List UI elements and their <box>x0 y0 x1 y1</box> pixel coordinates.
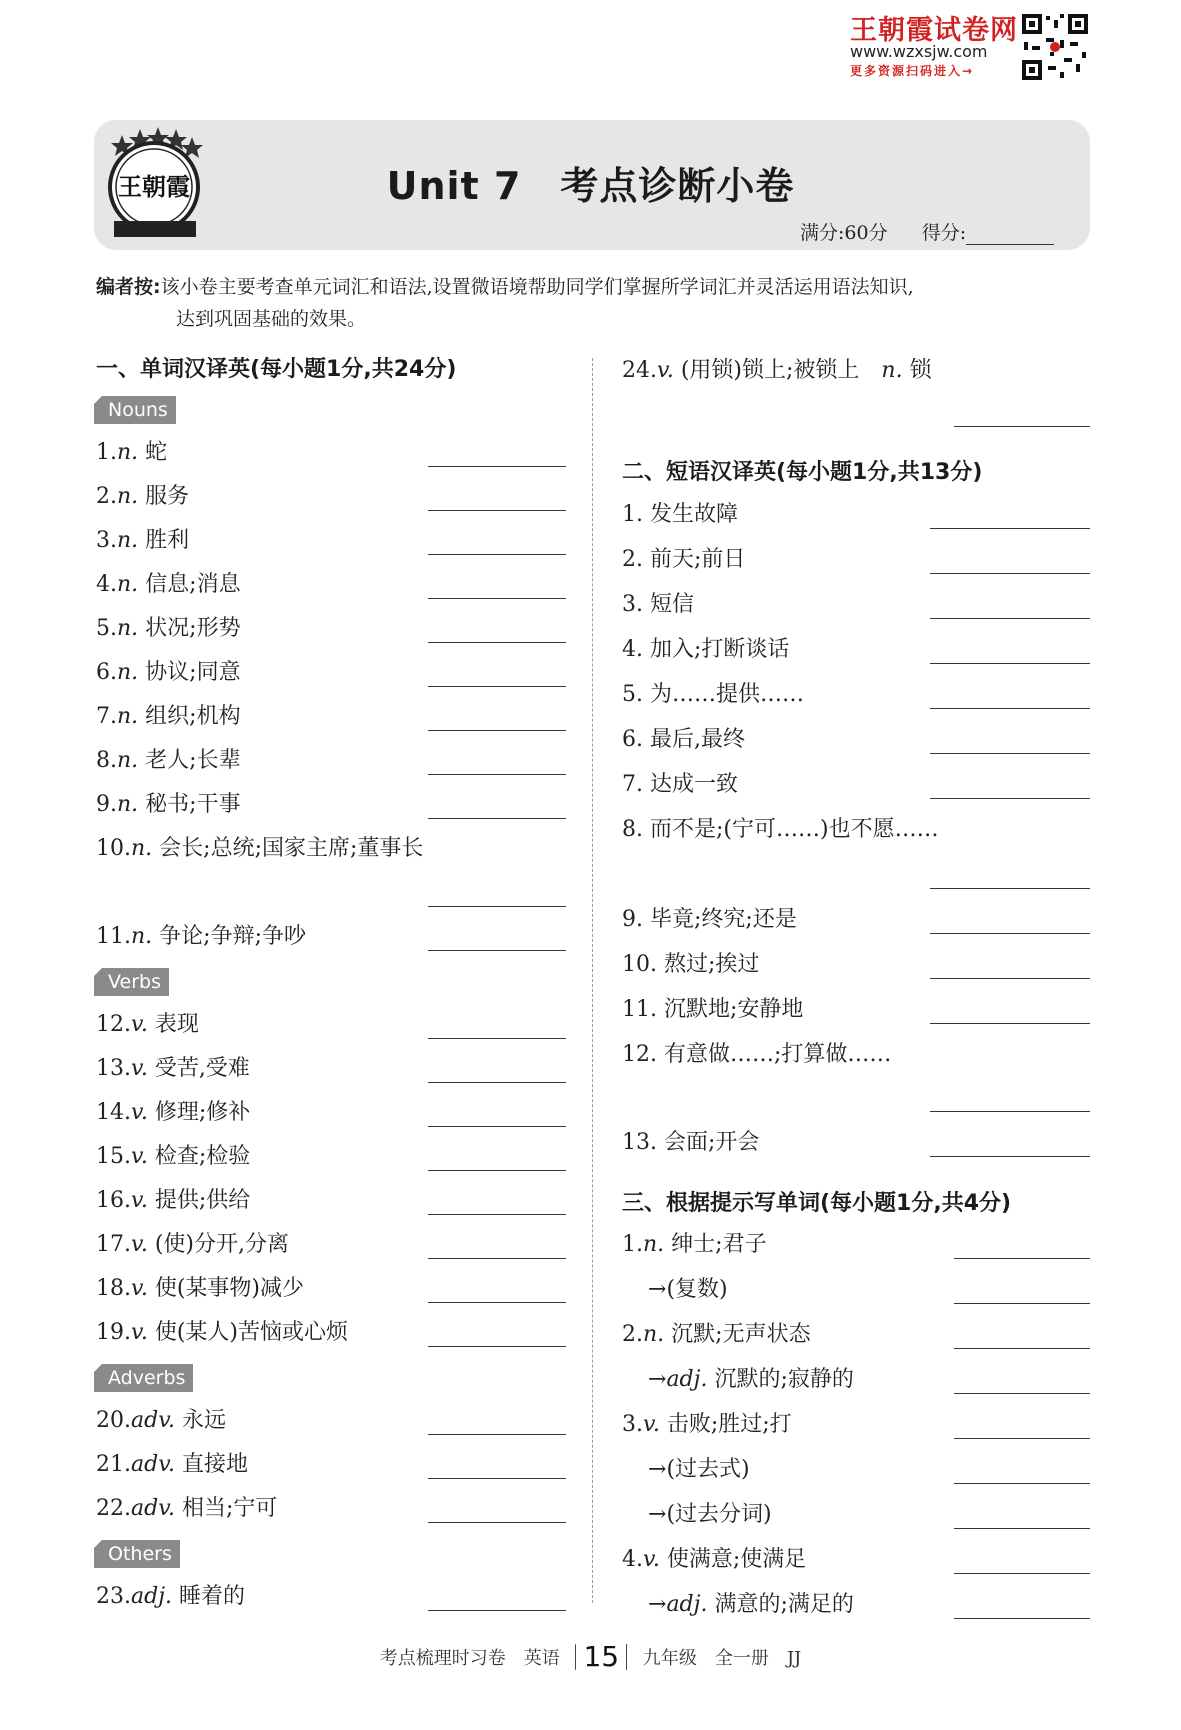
answer-line[interactable] <box>428 1126 566 1127</box>
answer-line[interactable] <box>930 528 1090 529</box>
part-of-speech: n. <box>117 660 139 685</box>
item-text: 蛇 <box>145 440 168 465</box>
answer-line[interactable] <box>428 1170 566 1171</box>
item-text: (过去式) <box>666 1457 750 1482</box>
item-text: 13. <box>96 1056 131 1081</box>
item-text: 为……提供…… <box>650 682 805 707</box>
list-item <box>622 995 803 1025</box>
list-item <box>648 1455 750 1485</box>
section3-title: 三、根据提示写单词(每小题1分,共4分) <box>622 1191 1012 1216</box>
answer-line[interactable] <box>954 1303 1090 1304</box>
column-divider <box>592 358 593 1603</box>
item-text: 而不是;(宁可……)也不愿…… <box>650 817 939 842</box>
answer-line[interactable] <box>428 1082 566 1083</box>
item-text: 4. <box>622 637 643 662</box>
item-text: 3. <box>622 1412 643 1437</box>
part-of-speech: n. <box>131 924 153 949</box>
list-item <box>648 1275 728 1305</box>
item-text: 12. <box>622 1042 657 1067</box>
list-item <box>96 438 167 468</box>
answer-line[interactable] <box>428 906 566 907</box>
part-of-speech: v. <box>131 1144 148 1169</box>
qr-code-icon[interactable] <box>1020 12 1090 82</box>
item-text: 14. <box>96 1100 131 1125</box>
answer-line[interactable] <box>428 554 566 555</box>
answer-line[interactable] <box>428 730 566 731</box>
list-item <box>622 725 745 755</box>
part-of-speech: adv. <box>131 1408 176 1433</box>
answer-line[interactable] <box>428 950 566 951</box>
item-text: 使(某人)苦恼或心烦 <box>154 1320 348 1345</box>
full-score: 满分:60分 <box>800 222 888 244</box>
list-item <box>622 590 694 620</box>
answer-line[interactable] <box>428 1478 566 1479</box>
part-of-speech: v. <box>643 1547 660 1572</box>
list-item <box>96 1450 248 1480</box>
score-blank[interactable] <box>966 226 1054 245</box>
part-of-speech: adj. <box>131 1584 173 1609</box>
answer-line[interactable] <box>428 1346 566 1347</box>
score-label: 得分: <box>921 222 967 244</box>
answer-line[interactable] <box>930 1156 1090 1157</box>
answer-line[interactable] <box>428 510 566 511</box>
list-item <box>622 1128 759 1158</box>
part-of-speech: v. <box>131 1276 148 1301</box>
part-of-speech: n. <box>117 572 139 597</box>
answer-line[interactable] <box>428 1610 566 1611</box>
part-of-speech: v. <box>131 1056 148 1081</box>
item-text: 状况;形势 <box>145 616 241 641</box>
brand-name: 王朝霞试卷网 <box>850 15 1018 46</box>
item-text: 24. <box>622 358 657 383</box>
part-of-speech: v. <box>131 1012 148 1037</box>
item-text: 达成一致 <box>650 772 739 797</box>
item-text: 7. <box>96 704 117 729</box>
answer-line[interactable] <box>930 573 1090 574</box>
page-number: 15 <box>575 1640 627 1673</box>
item-text: 20. <box>96 1408 131 1433</box>
list-item <box>96 1010 199 1040</box>
list-item <box>622 356 932 386</box>
part-of-speech: v. <box>131 1100 148 1125</box>
page-title: Unit 7 考点诊断小卷 <box>386 164 795 208</box>
item-text: 老人;长辈 <box>145 748 241 773</box>
list-item <box>96 1406 226 1436</box>
answer-line[interactable] <box>954 1573 1090 1574</box>
page-footer <box>0 1638 1181 1671</box>
item-text: 15. <box>96 1144 131 1169</box>
item-text: 睡着的 <box>179 1584 246 1609</box>
list-item <box>96 746 241 776</box>
answer-line[interactable] <box>954 1258 1090 1259</box>
tag-verbs: Verbs <box>94 968 169 996</box>
item-text: → <box>648 1502 667 1527</box>
tag-adverbs: Adverbs <box>94 1364 193 1392</box>
item-text: 组织;机构 <box>145 704 241 729</box>
item-text: 3. <box>96 528 117 553</box>
answer-line[interactable] <box>930 1111 1090 1112</box>
item-text: 检查;检验 <box>154 1144 251 1169</box>
list-item <box>96 1582 245 1612</box>
item-text: 18. <box>96 1276 131 1301</box>
answer-line[interactable] <box>954 1348 1090 1349</box>
answer-line[interactable] <box>428 1434 566 1435</box>
item-text: 满意的;满足的 <box>714 1592 854 1617</box>
item-text: 协议;同意 <box>145 660 241 685</box>
part-of-speech: n. <box>643 1232 665 1257</box>
answer-line[interactable] <box>930 933 1090 934</box>
part-of-speech: adj. <box>666 1367 708 1392</box>
item-text: 争论;争辩;争吵 <box>159 924 306 949</box>
list-item <box>622 680 804 710</box>
part-of-speech: n. <box>117 704 139 729</box>
part-of-speech: n. <box>117 440 139 465</box>
part-of-speech: adj. <box>666 1592 708 1617</box>
item-text: (复数) <box>666 1277 728 1302</box>
item-text: 击败;胜过;打 <box>666 1412 792 1437</box>
list-item <box>96 1054 250 1084</box>
item-text: 1. <box>96 440 117 465</box>
answer-line[interactable] <box>930 708 1090 709</box>
answer-line[interactable] <box>428 1258 566 1259</box>
item-text: 直接地 <box>182 1452 249 1477</box>
list-item <box>622 1410 792 1440</box>
list-item <box>648 1590 854 1620</box>
answer-line[interactable] <box>930 618 1090 619</box>
answer-line[interactable] <box>428 642 566 643</box>
answer-line[interactable] <box>930 753 1090 754</box>
list-item <box>96 922 306 952</box>
item-text: 1. <box>622 1232 643 1257</box>
answer-line[interactable] <box>930 798 1090 799</box>
item-text: → <box>648 1457 667 1482</box>
list-item <box>622 905 797 935</box>
item-text: 4. <box>622 1547 643 1572</box>
list-item <box>622 950 759 980</box>
part-of-speech: v. <box>657 358 674 383</box>
tag-nouns: Nouns <box>94 396 176 424</box>
answer-line[interactable] <box>954 426 1090 427</box>
item-text: 17. <box>96 1232 131 1257</box>
section1-title: 一、单词汉译英(每小题1分,共24分) <box>96 357 457 382</box>
item-text: 锁 <box>909 358 932 383</box>
item-text: 13. <box>622 1130 657 1155</box>
item-text: 相当;宁可 <box>182 1496 278 1521</box>
item-text: 6. <box>96 660 117 685</box>
item-text: 秘书;干事 <box>145 792 241 817</box>
item-text: 9. <box>96 792 117 817</box>
item-text: 使满意;使满足 <box>666 1547 807 1572</box>
editor-note-text: 该小卷主要考查单元词汇和语法,设置微语境帮助同学们掌握所学词汇并灵活运用语法知识, <box>160 276 914 298</box>
answer-line[interactable] <box>954 1528 1090 1529</box>
item-text: 10. <box>622 952 657 977</box>
list-item <box>622 1545 806 1575</box>
item-text: (使)分开,分离 <box>154 1232 289 1257</box>
list-item <box>622 770 738 800</box>
answer-line[interactable] <box>428 466 566 467</box>
item-text: 受苦,受难 <box>154 1056 250 1081</box>
item-text: 11. <box>622 997 657 1022</box>
item-text: 服务 <box>145 484 190 509</box>
part-of-speech: n. <box>117 748 139 773</box>
list-item <box>96 1318 348 1348</box>
list-item <box>96 1186 250 1216</box>
item-text: 前天;前日 <box>650 547 746 572</box>
item-text: (过去分词) <box>666 1502 772 1527</box>
list-item <box>622 1040 891 1070</box>
editor-note <box>96 271 1086 304</box>
part-of-speech: n. <box>117 528 139 553</box>
answer-line[interactable] <box>954 1483 1090 1484</box>
answer-line[interactable] <box>930 888 1090 889</box>
list-item <box>96 790 241 820</box>
item-text: 表现 <box>154 1012 199 1037</box>
list-item <box>96 702 241 732</box>
answer-line[interactable] <box>954 1438 1090 1439</box>
item-text: 6. <box>622 727 643 752</box>
answer-line[interactable] <box>954 1618 1090 1619</box>
list-item <box>96 834 423 864</box>
answer-line[interactable] <box>428 598 566 599</box>
item-text: 23. <box>96 1584 131 1609</box>
item-text: 2. <box>622 1322 643 1347</box>
item-text: → <box>648 1367 667 1392</box>
answer-line[interactable] <box>428 774 566 775</box>
item-text: 毕竟;终究;还是 <box>650 907 797 932</box>
item-text: 8. <box>96 748 117 773</box>
answer-line[interactable] <box>954 1393 1090 1394</box>
answer-line[interactable] <box>428 1302 566 1303</box>
list-item <box>648 1500 772 1530</box>
footer-right: 九年级 全一册 JJ <box>642 1648 802 1669</box>
item-text: 19. <box>96 1320 131 1345</box>
item-text: 信息;消息 <box>145 572 241 597</box>
tag-others: Others <box>94 1540 180 1568</box>
svg-text:王朝霞: 王朝霞 <box>118 172 190 201</box>
item-text: 2. <box>622 547 643 572</box>
item-text: → <box>648 1277 667 1302</box>
item-text: 修理;修补 <box>154 1100 251 1125</box>
item-text: 1. <box>622 502 643 527</box>
item-text: 熬过;挨过 <box>664 952 760 977</box>
answer-line[interactable] <box>428 686 566 687</box>
item-text: 16. <box>96 1188 131 1213</box>
part-of-speech: n. <box>117 792 139 817</box>
list-item <box>622 635 789 665</box>
part-of-speech: n. <box>131 836 153 861</box>
part-of-speech: v. <box>643 1412 660 1437</box>
item-text: 会面;开会 <box>664 1130 760 1155</box>
item-text: 最后,最终 <box>650 727 745 752</box>
item-text: 5. <box>96 616 117 641</box>
brand-url[interactable]: www.wzxsjw.com <box>850 42 988 61</box>
footer-left: 考点梳理时习卷 英语 <box>379 1648 560 1669</box>
list-item <box>96 1098 250 1128</box>
editor-note-label: 编者按: <box>96 276 161 298</box>
list-item <box>96 526 189 556</box>
item-text: 9. <box>622 907 643 932</box>
list-item <box>648 1365 854 1395</box>
part-of-speech: n. <box>117 484 139 509</box>
answer-line[interactable] <box>930 1023 1090 1024</box>
item-text: 有意做……;打算做…… <box>664 1042 892 1067</box>
part-of-speech: v. <box>131 1320 148 1345</box>
answer-line[interactable] <box>428 1214 566 1215</box>
list-item <box>96 658 241 688</box>
part-of-speech: adv. <box>131 1452 176 1477</box>
answer-line[interactable] <box>428 1522 566 1523</box>
item-text: 3. <box>622 592 643 617</box>
answer-line[interactable] <box>930 978 1090 979</box>
item-text: 永远 <box>182 1408 227 1433</box>
item-text: 2. <box>96 484 117 509</box>
part-of-speech: v. <box>131 1188 148 1213</box>
item-text: 11. <box>96 924 131 949</box>
list-item <box>622 1230 767 1260</box>
score-line <box>800 218 1054 245</box>
item-text: 会长;总统;国家主席;董事长 <box>159 836 424 861</box>
item-text: 胜利 <box>145 528 190 553</box>
answer-line[interactable] <box>428 1038 566 1039</box>
item-text: 沉默地;安静地 <box>664 997 804 1022</box>
item-text: 4. <box>96 572 117 597</box>
item-text: 提供;供给 <box>154 1188 251 1213</box>
list-item <box>96 1142 250 1172</box>
list-item <box>96 1494 277 1524</box>
item-text: (用锁)锁上;被锁上 <box>680 358 860 383</box>
answer-line[interactable] <box>930 663 1090 664</box>
list-item <box>622 815 939 845</box>
item-text: 沉默;无声状态 <box>671 1322 811 1347</box>
list-item <box>96 570 241 600</box>
part-of-speech: n. <box>117 616 139 641</box>
item-text: 22. <box>96 1496 131 1521</box>
part-of-speech: v. <box>131 1232 148 1257</box>
item-text: 沉默的;寂静的 <box>714 1367 854 1392</box>
item-text: 使(某事物)减少 <box>154 1276 304 1301</box>
brand-hint: 更多资源扫码进入→ <box>850 64 975 78</box>
item-text: 加入;打断谈话 <box>650 637 790 662</box>
section2-title: 二、短语汉译英(每小题1分,共13分) <box>622 460 983 485</box>
list-item <box>622 1320 811 1350</box>
item-text: 10. <box>96 836 131 861</box>
item-text: 21. <box>96 1452 131 1477</box>
list-item <box>622 500 738 530</box>
item-text: 8. <box>622 817 643 842</box>
item-text: → <box>648 1592 667 1617</box>
list-item <box>96 1230 289 1260</box>
item-text: 12. <box>96 1012 131 1037</box>
editor-note-text-2: 达到巩固基础的效果。 <box>176 308 367 330</box>
part-of-speech: adv. <box>131 1496 176 1521</box>
part-of-speech: n. <box>643 1322 665 1347</box>
item-text: 7. <box>622 772 643 797</box>
part-of-speech: n. <box>881 358 903 383</box>
item-text: 绅士;君子 <box>671 1232 767 1257</box>
answer-line[interactable] <box>428 818 566 819</box>
list-item <box>622 545 745 575</box>
item-text: 发生故障 <box>650 502 739 527</box>
list-item <box>96 482 189 512</box>
item-text: 5. <box>622 682 643 707</box>
list-item <box>96 614 241 644</box>
item-text: 短信 <box>650 592 695 617</box>
list-item <box>96 1274 304 1304</box>
